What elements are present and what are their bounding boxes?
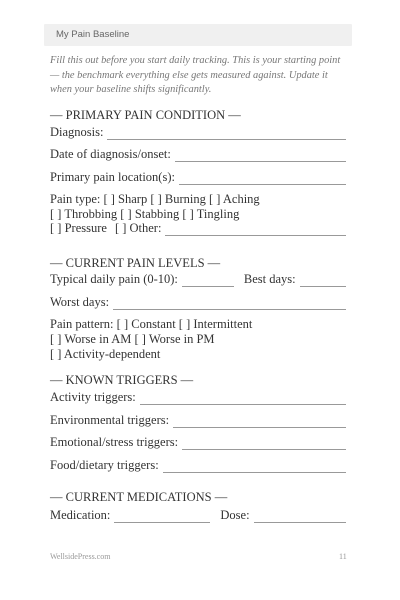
date-label: Date of diagnosis/onset:	[50, 147, 171, 161]
environmental-triggers-row	[50, 412, 346, 428]
location-field[interactable]	[179, 174, 346, 185]
section-heading-medications: — CURRENT MEDICATIONS —	[50, 490, 228, 504]
emotional-triggers-label: Emotional/stress triggers:	[50, 435, 179, 449]
page-header-title: My Pain Baseline	[56, 29, 130, 40]
food-triggers-label: Food/dietary triggers:	[50, 458, 159, 472]
best-days-field[interactable]	[300, 276, 346, 287]
pain-pattern-line-2: [ ] Worse in AM [ ] Worse in PM	[50, 332, 215, 346]
section-heading-levels: — CURRENT PAIN LEVELS —	[50, 256, 221, 270]
diagnosis-row	[50, 124, 346, 140]
typical-pain-label: Typical daily pain (0-10):	[50, 272, 178, 286]
activity-triggers-label: Activity triggers:	[50, 390, 136, 404]
pain-type-other-field[interactable]	[165, 225, 346, 236]
medication-label: Medication:	[50, 508, 111, 522]
section-heading-primary: — PRIMARY PAIN CONDITION —	[50, 108, 241, 122]
medication-field[interactable]	[114, 512, 210, 523]
worst-days-row	[50, 294, 346, 310]
environmental-triggers-label: Environmental triggers:	[50, 413, 170, 427]
activity-triggers-field[interactable]	[140, 394, 346, 405]
pain-type-line-2: [ ] Throbbing [ ] Stabbing [ ] Tingling	[50, 207, 240, 221]
dose-label: Dose:	[220, 508, 250, 522]
diagnosis-label: Diagnosis:	[50, 125, 104, 139]
footer-publisher: WellsidePress.com	[50, 552, 111, 561]
intro-text: Fill this out before you start daily tracking. This is your starting point — the benchmark everything else gets measured against. Update it when your baseline shifts significantly.	[50, 55, 341, 95]
emotional-triggers-field[interactable]	[182, 439, 346, 450]
pain-type-line-1: Pain type: [ ] Sharp [ ] Burning [ ] Aching	[50, 192, 260, 206]
worst-days-label: Worst days:	[50, 295, 110, 309]
typical-pain-field[interactable]	[182, 276, 234, 287]
footer-page-number: 11	[339, 552, 347, 561]
worst-days-field[interactable]	[113, 299, 346, 310]
location-label: Primary pain location(s):	[50, 170, 175, 184]
diagnosis-field[interactable]	[107, 129, 346, 140]
page-header	[44, 24, 352, 46]
food-triggers-field[interactable]	[163, 462, 346, 473]
pain-pattern-line-1: Pain pattern: [ ] Constant [ ] Intermittent	[50, 317, 253, 331]
date-row	[50, 146, 346, 162]
environmental-triggers-field[interactable]	[173, 417, 346, 428]
best-days-label: Best days:	[243, 272, 296, 286]
pain-type-pressure: [ ] Pressure	[50, 221, 107, 235]
typical-best-row	[50, 271, 346, 287]
pain-pattern-line-3: [ ] Activity-dependent	[50, 347, 161, 361]
dose-field[interactable]	[254, 512, 346, 523]
activity-triggers-row	[50, 389, 346, 405]
pain-type-other-label: [ ] Other:	[114, 221, 162, 235]
location-row	[50, 169, 346, 185]
emotional-triggers-row	[50, 434, 346, 450]
section-heading-triggers: — KNOWN TRIGGERS —	[50, 373, 194, 387]
pain-type-line-3	[50, 220, 346, 236]
medication-row	[50, 507, 346, 523]
food-triggers-row	[50, 457, 346, 473]
date-field[interactable]	[175, 151, 346, 162]
